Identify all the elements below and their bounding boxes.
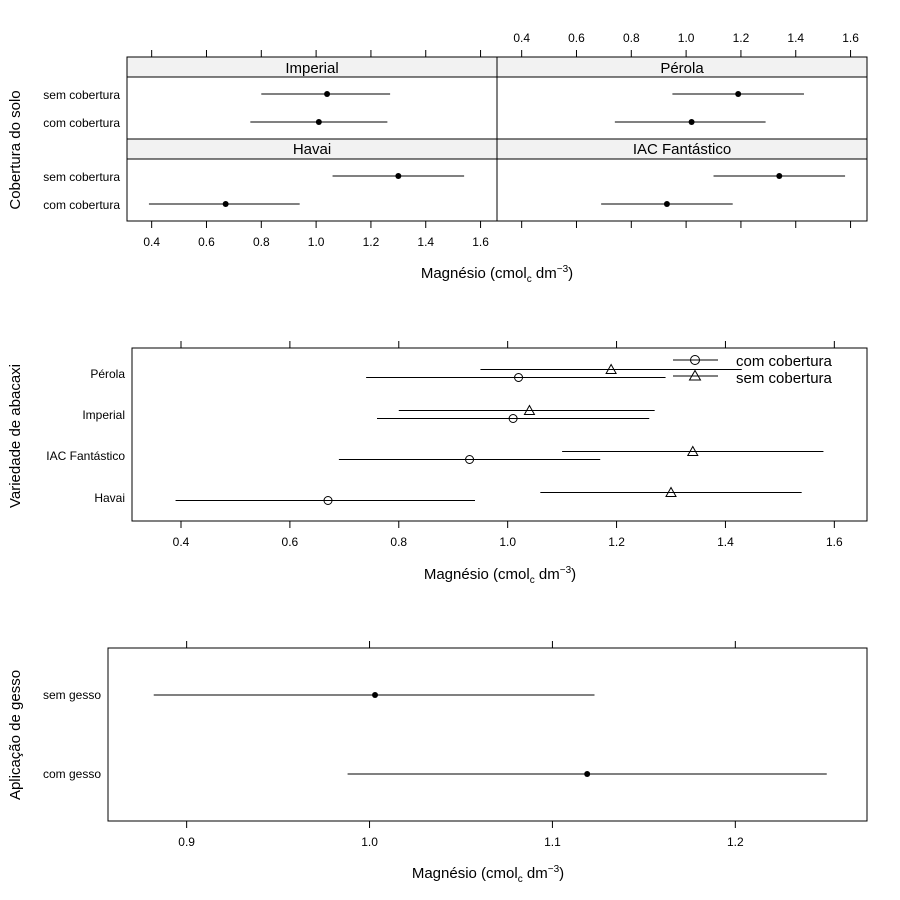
c2-x-axis-title xyxy=(424,565,576,586)
c1-bottom-tick-label-5: 1.4 xyxy=(417,235,435,249)
c1-x-title-sub: c xyxy=(526,274,532,285)
c3-bottom-tick-label-2: 1.1 xyxy=(544,835,561,849)
strip-label-perola: Pérola xyxy=(660,60,704,77)
c1-bottom-tick-label-1: 0.6 xyxy=(198,235,215,249)
c3-com-gesso-point xyxy=(584,771,590,777)
c1-bottom-tick-label-6: 1.6 xyxy=(472,235,489,249)
c2-bottom-tick-label-2: 0.8 xyxy=(390,535,408,549)
c3-x-title-sup: −3 xyxy=(547,864,560,875)
c3-bottom-tick-label-0: 0.9 xyxy=(178,835,195,849)
c1-bottom-tick-label-4: 1.2 xyxy=(362,235,380,249)
c1-y-axis-title: Cobertura do solo xyxy=(7,90,24,210)
c1-ylabel-top-sem: sem cobertura xyxy=(43,88,120,102)
c1-x-title-main: Magnésio (cmol xyxy=(420,265,527,282)
c2-legend-label-com: com cobertura xyxy=(736,353,832,370)
c2-ylabel-iac-fantastico: IAC Fantástico xyxy=(46,449,125,463)
c1-iac-fant-stico-com-point xyxy=(664,201,670,207)
c1-ylabel-bottom-sem: sem cobertura xyxy=(43,170,120,184)
c3-x-title-sub: c xyxy=(517,874,523,885)
c2-ylabel-imperial: Imperial xyxy=(82,408,125,422)
strip-label-iac-fantastico: IAC Fantástico xyxy=(632,141,732,158)
c2-x-title-close: ) xyxy=(571,566,577,583)
c1-top-tick-label-6: 1.6 xyxy=(842,31,859,45)
c2-bottom-tick-label-0: 0.4 xyxy=(172,535,190,549)
c1-ylabel-bottom-com: com cobertura xyxy=(43,198,120,212)
c1-p-rola-sem-point xyxy=(735,91,741,97)
c1-x-axis-title xyxy=(421,264,573,285)
c1-iac-fant-stico-sem-point xyxy=(776,173,782,179)
c3-ylabel-sem-gesso: sem gesso xyxy=(42,688,101,702)
c3-y-axis-title: Aplicação de gesso xyxy=(7,669,24,801)
c2-x-title-main: Magnésio (cmol xyxy=(423,566,530,583)
c2-bottom-tick-label-6: 1.6 xyxy=(825,535,843,549)
c1-imperial-com-point xyxy=(316,119,322,125)
c1-havai-com-point xyxy=(223,201,229,207)
c1-ylabel-top-com: com cobertura xyxy=(43,116,120,130)
c1-top-tick-label-3: 1.0 xyxy=(677,31,695,45)
c2-bottom-tick-label-1: 0.6 xyxy=(281,535,299,549)
c2-ylabel-perola: Pérola xyxy=(90,367,125,381)
c3-x-title-main: Magnésio (cmol xyxy=(411,865,518,882)
c3-sem-gesso-point xyxy=(372,692,378,698)
c1-imperial-sem-point xyxy=(324,91,330,97)
c2-ylabel-havai: Havai xyxy=(94,491,125,505)
c2-bottom-tick-label-5: 1.4 xyxy=(717,535,734,549)
c1-top-tick-label-5: 1.4 xyxy=(787,31,805,45)
c3-ylabel-com-gesso: com gesso xyxy=(42,767,101,781)
c1-x-title-sup: −3 xyxy=(556,264,569,275)
c1-p-rola-com-point xyxy=(689,119,695,125)
c2-bottom-tick-label-3: 1.0 xyxy=(499,535,517,549)
c2-x-title-sup: −3 xyxy=(559,565,572,576)
c1-bottom-tick-label-0: 0.4 xyxy=(143,235,161,249)
c2-bottom-tick-label-4: 1.2 xyxy=(608,535,625,549)
c1-havai-sem-point xyxy=(395,173,401,179)
c2-x-title-sub: c xyxy=(529,575,535,586)
c1-x-title-unit: dm xyxy=(531,265,557,282)
c2-x-title-unit: dm xyxy=(534,566,560,583)
c3-x-axis-title xyxy=(412,864,564,885)
c3-x-title-close: ) xyxy=(559,865,565,882)
c2-y-axis-title: Variedade de abacaxi xyxy=(7,364,24,508)
c3-bottom-tick-label-1: 1.0 xyxy=(361,835,378,849)
c2-legend-label-sem: sem cobertura xyxy=(736,370,832,387)
c1-top-tick-label-4: 1.2 xyxy=(732,31,750,45)
c1-top-tick-label-2: 0.8 xyxy=(622,31,640,45)
strip-label-havai: Havai xyxy=(292,141,332,158)
c3-bottom-tick-label-3: 1.2 xyxy=(726,835,744,849)
c1-bottom-tick-label-2: 0.8 xyxy=(252,235,270,249)
c1-top-tick-label-1: 0.6 xyxy=(568,31,585,45)
c1-top-tick-label-0: 0.4 xyxy=(513,31,531,45)
c3-x-title-unit: dm xyxy=(522,865,548,882)
c1-bottom-tick-label-3: 1.0 xyxy=(307,235,325,249)
strip-label-imperial: Imperial xyxy=(285,60,339,77)
c1-x-title-close: ) xyxy=(568,265,574,282)
